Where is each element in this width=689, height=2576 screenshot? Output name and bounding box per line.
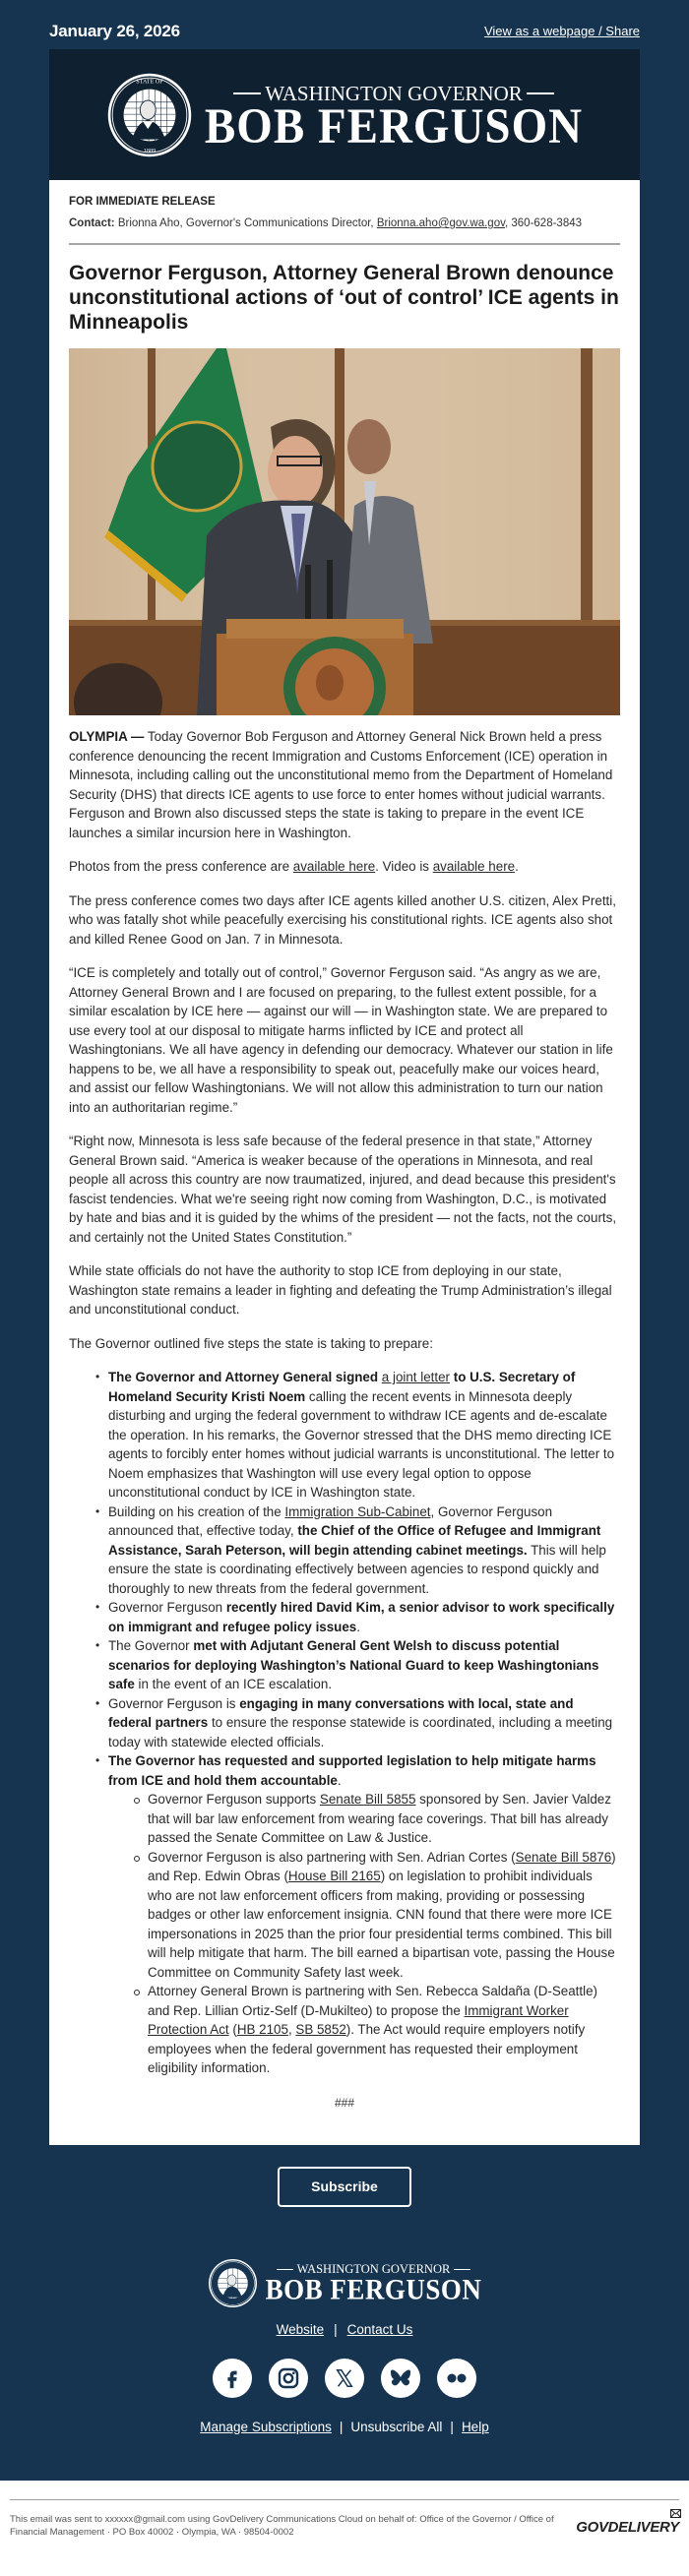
rule-right xyxy=(527,92,554,94)
lede-text: Today Governor Bob Ferguson and Attorney General Nick Brown held a press conference denouncing the recent Immigration and Customs Enforcement (ICE) operation in Minnesota, including calling out the unconstitutional memo from the Department of Homeland Security (DHS) that directs ICE agents to use force to enter homes without judicial warrants. Ferguson and Brown also discussed steps the state is taking to prepare in the event ICE launches a similar incursion here in Washington. xyxy=(69,729,613,840)
step1-bold-b: to U.S. Secretary of Homeland Security Kristi Noem xyxy=(108,1370,576,1404)
view-as-webpage-link[interactable]: View as a webpage / Share xyxy=(483,24,640,38)
step5-bold: engaging in many conversations with local, state and federal partners xyxy=(108,1695,574,1730)
svg-text:1889: 1889 xyxy=(143,148,157,154)
footer-links xyxy=(0,2322,689,2337)
sub3-text-c: , xyxy=(287,2022,296,2037)
legal-text: This email was sent to xxxxxx@gmail.com using GovDelivery Communications Cloud on behalf of: Office of the Governor / Office of Financial Management · PO Box 40002 · Olympia, WA · 98504-0002 xyxy=(10,2513,554,2538)
joint-letter-link[interactable]: a joint letter xyxy=(381,1370,451,1384)
divider xyxy=(69,243,620,245)
footer-wordmark xyxy=(265,2262,482,2306)
subscribe-button[interactable]: Subscribe xyxy=(278,2167,411,2207)
sub3-text-d: ). The Act would require employers notify employees when the federal government has requested their employment eligibility information. xyxy=(148,2022,586,2075)
contact-text: Brionna Aho, Governor's Communications Director, xyxy=(114,217,377,229)
step1-text: calling the recent events in Minnesota deeply disturbing and urging the federal government to withdraw ICE agents and de-escalate the operation. In his remarks, the Governor stressed that the DHS memo directing ICE agents to forcibly enter homes without judicial warrants is unconstitutional. The letter to Noem emphasizes that Washington will use every legal option to oppose unconstitutional conduct by ICE in Washington state. xyxy=(108,1388,615,1500)
step6-text-c: . xyxy=(337,1772,342,1788)
contact-phone: , 360-628-3843 xyxy=(505,217,583,229)
end-mark: ### xyxy=(334,2095,355,2110)
help-link[interactable]: Help xyxy=(461,2419,489,2434)
hb-2105-link[interactable]: HB 2105 xyxy=(236,2022,288,2037)
paragraph-context: The press conference comes two days after ICE agents killed another U.S. citizen, Alex Pretti, who was fatally shot while peacefully exercising his constitutional rights. ICE agents also shot and killed Renee Good on Jan. 7 in Minnesota. xyxy=(69,892,616,947)
step3-text-c: . xyxy=(356,1619,360,1634)
svg-text:STATE OF: STATE OF xyxy=(136,78,163,85)
step3-text-a: Governor Ferguson xyxy=(108,1600,226,1615)
wordmark-name: BOB FERGUSON xyxy=(204,98,584,154)
senate-bill-5855-link[interactable]: Senate Bill 5855 xyxy=(319,1792,416,1807)
sub2-text-b: ) and Rep. Edwin Obras ( xyxy=(148,1849,616,1883)
step2-text-b: , Governor Ferguson announced that, effective today, xyxy=(108,1503,553,1538)
step5-text-c: to ensure the response statewide is coordinated, including a meeting today with statewide elected officials. xyxy=(108,1715,613,1749)
list-item xyxy=(108,1598,620,1636)
step1-bold-a: The Governor and Attorney General signed xyxy=(108,1370,382,1384)
media-text-c: . xyxy=(515,859,519,874)
list-item xyxy=(108,1694,620,1752)
govdelivery-wordmark: GOVDELIVERY xyxy=(576,2518,679,2536)
step2-text-c: This will help ensure the state is coordinating effectively between agencies to respond quickly and thoroughly to new threats from the federal government. xyxy=(108,1542,606,1596)
headline: Governor Ferguson, Attorney General Brown denounce unconstitutional actions of ‘out of control’ ICE agents in Minneapolis xyxy=(69,262,619,334)
legislation-sublist xyxy=(108,1790,620,2078)
media-text-a: Photos from the press conference are xyxy=(69,859,293,874)
email-card xyxy=(49,49,640,2145)
govdelivery-logo[interactable] xyxy=(576,2513,679,2536)
wordmark-subtitle: WASHINGTON GOVERNOR xyxy=(265,81,523,105)
paragraph-steps-intro: The Governor outlined five steps the state is taking to prepare: xyxy=(69,1335,433,1351)
header-banner xyxy=(49,49,640,180)
sub3-text-a: Attorney General Brown is partnering with Sen. Rebecca Saldaña (D-Seattle) and Rep. Lillian Ortiz-Self (D-Mukilteo) to propose the xyxy=(148,1984,598,2018)
contact-us-link[interactable]: Contact Us xyxy=(346,2321,413,2337)
immigrant-worker-protection-act-link[interactable]: Immigrant Worker Protection Act xyxy=(148,2002,569,2037)
footer-logo xyxy=(0,2258,689,2308)
governor-wordmark xyxy=(204,81,584,154)
flickr-icon[interactable] xyxy=(437,2359,476,2398)
list-item xyxy=(108,1368,620,1503)
paragraph-authority: While state officials do not have the authority to stop ICE from deploying in our state, Washington state remains a leader in fighting and defeating the Trump Administration’s illegal and unconstitutional conduct. xyxy=(69,1263,612,1317)
contact-line xyxy=(69,215,620,231)
envelope-icon xyxy=(670,2509,681,2518)
x-twitter-icon[interactable] xyxy=(325,2359,364,2398)
manage-subscriptions-link[interactable]: Manage Subscriptions xyxy=(200,2419,332,2434)
sub-list-item xyxy=(148,1982,620,2078)
divider: | xyxy=(339,2419,344,2434)
steps-list xyxy=(69,1368,620,2078)
website-link[interactable]: Website xyxy=(276,2321,325,2337)
legal-divider xyxy=(10,2499,679,2500)
bluesky-butterfly-icon[interactable] xyxy=(381,2359,420,2398)
sb-5852-link[interactable]: SB 5852 xyxy=(295,2022,346,2037)
press-release-content xyxy=(49,180,640,2145)
step5-text-a: Governor Ferguson is xyxy=(108,1695,240,1711)
sub2-text-a: Governor Ferguson is also partnering with Sen. Adrian Cortes ( xyxy=(148,1849,516,1865)
step2-bold: the Chief of the Office of Refugee and Immigrant Assistance, Sarah Peterson, will begin attending cabinet meetings. xyxy=(108,1523,601,1558)
list-item xyxy=(108,1636,620,1694)
divider: | xyxy=(450,2419,454,2434)
dateline: OLYMPIA — xyxy=(69,729,145,744)
washington-state-seal-icon xyxy=(208,2258,258,2308)
release-label: FOR IMMEDIATE RELEASE xyxy=(69,196,216,208)
sub1-text-b: sponsored by Sen. Javier Valdez that will bar law enforcement from wearing face coverings. That bill has already passed the Senate Committee on Law & Justice. xyxy=(148,1792,611,1845)
sub1-text-a: Governor Ferguson supports xyxy=(148,1792,320,1807)
sub3-text-b: ( xyxy=(228,2022,237,2037)
contact-email-link[interactable]: Brionna.aho@gov.wa.gov xyxy=(376,217,505,229)
senate-bill-5876-link[interactable]: Senate Bill 5876 xyxy=(515,1849,612,1865)
top-bar xyxy=(49,22,640,49)
divider: | xyxy=(334,2321,338,2337)
paragraph-governor-quote: “ICE is completely and totally out of control,” Governor Ferguson said. “As angry as we are, Attorney General Brown and I are focused on preparing, to the fullest extent possible, for a similar escalation by ICE here — against our will — in Washington state. We are prepared to use every tool at our disposal to mitigate harms inflicted by ICE and protect all Washingtonians. We all have agency in defending our democracy. Whatever our station in life happens to be, we all have a responsibility to speak out, peacefully make our voices heard, and assist our fellow Washingtonians. We will not allow this administration to turn our nation into an authoritarian regime.” xyxy=(69,965,613,1115)
email-date: January 26, 2026 xyxy=(49,22,180,40)
footer-wordmark-name: BOB FERGUSON xyxy=(265,2273,482,2306)
contact-label: Contact: xyxy=(69,217,115,229)
subscription-links xyxy=(0,2420,689,2434)
paragraph-lede xyxy=(69,727,620,842)
list-item xyxy=(108,1751,620,2078)
paragraph-media-links xyxy=(69,857,620,877)
rule-left xyxy=(233,92,261,94)
rule-left xyxy=(277,2269,293,2270)
washington-state-seal-icon xyxy=(106,72,193,158)
sub2-text-c: ) on legislation to prohibit individuals who are not law enforcement officers from making, providing or possessing badges or other law enforcement insignia. CNN found that there were more ICE impersonations in 2025 than the prior four presidential terms combined. This bill will help mitigate that harm. The bill earned a bipartisan vote, passing the House Committee on Community Safety last week. xyxy=(148,1869,615,1980)
step4-text-a: The Governor xyxy=(108,1638,194,1653)
house-bill-2165-link[interactable]: House Bill 2165 xyxy=(287,1869,381,1883)
unsubscribe-all-link[interactable]: Unsubscribe All xyxy=(350,2419,443,2434)
legal-footer xyxy=(0,2481,689,2539)
media-text-b: . Video is xyxy=(375,859,433,874)
step2-text-a: Building on his creation of the xyxy=(108,1503,285,1519)
footer-wordmark-subtitle: WASHINGTON GOVERNOR xyxy=(296,2262,451,2276)
sub-list-item xyxy=(148,1790,620,1848)
paragraph-ag-quote: “Right now, Minnesota is less safe because of the federal presence in that state,” Attorney General Brown said. “America is weaker because of the operations in Minnesota, and real people all across this country are now traumatized, injured, and dead because this president's fascist tendencies. What we're seeing right now coming from Washington, D.C., is motivated by hate and bias and it is guided by the whims of the president — not the facts, not the courts, and certainly not the United States Constitution.” xyxy=(69,1134,617,1245)
step4-text-c: in the event of an ICE escalation. xyxy=(134,1677,333,1691)
list-item xyxy=(108,1503,620,1599)
legal-row xyxy=(10,2513,679,2539)
rule-right xyxy=(454,2269,470,2270)
instagram-icon[interactable] xyxy=(269,2359,308,2398)
step4-bold: met with Adjutant General Gent Welsh to discuss potential scenarios for deploying Washington’s National Guard to keep Washingtonians safe xyxy=(108,1638,599,1691)
facebook-icon[interactable] xyxy=(213,2359,252,2398)
social-icons xyxy=(0,2359,689,2398)
step3-bold: recently hired David Kim, a senior advisor to work specifically on immigrant and refugee policy issues xyxy=(108,1600,615,1634)
immigration-sub-cabinet-link[interactable]: Immigration Sub-Cabinet xyxy=(284,1503,431,1519)
subscribe-wrapper xyxy=(0,2167,689,2207)
photos-link[interactable]: available here xyxy=(292,859,376,874)
step6-bold: The Governor has requested and supported legislation to help mitigate harms from ICE and hold them accountable xyxy=(108,1753,596,1788)
sub-list-item xyxy=(148,1848,620,1983)
video-link[interactable]: available here xyxy=(432,859,516,874)
press-conference-photo xyxy=(69,348,620,715)
